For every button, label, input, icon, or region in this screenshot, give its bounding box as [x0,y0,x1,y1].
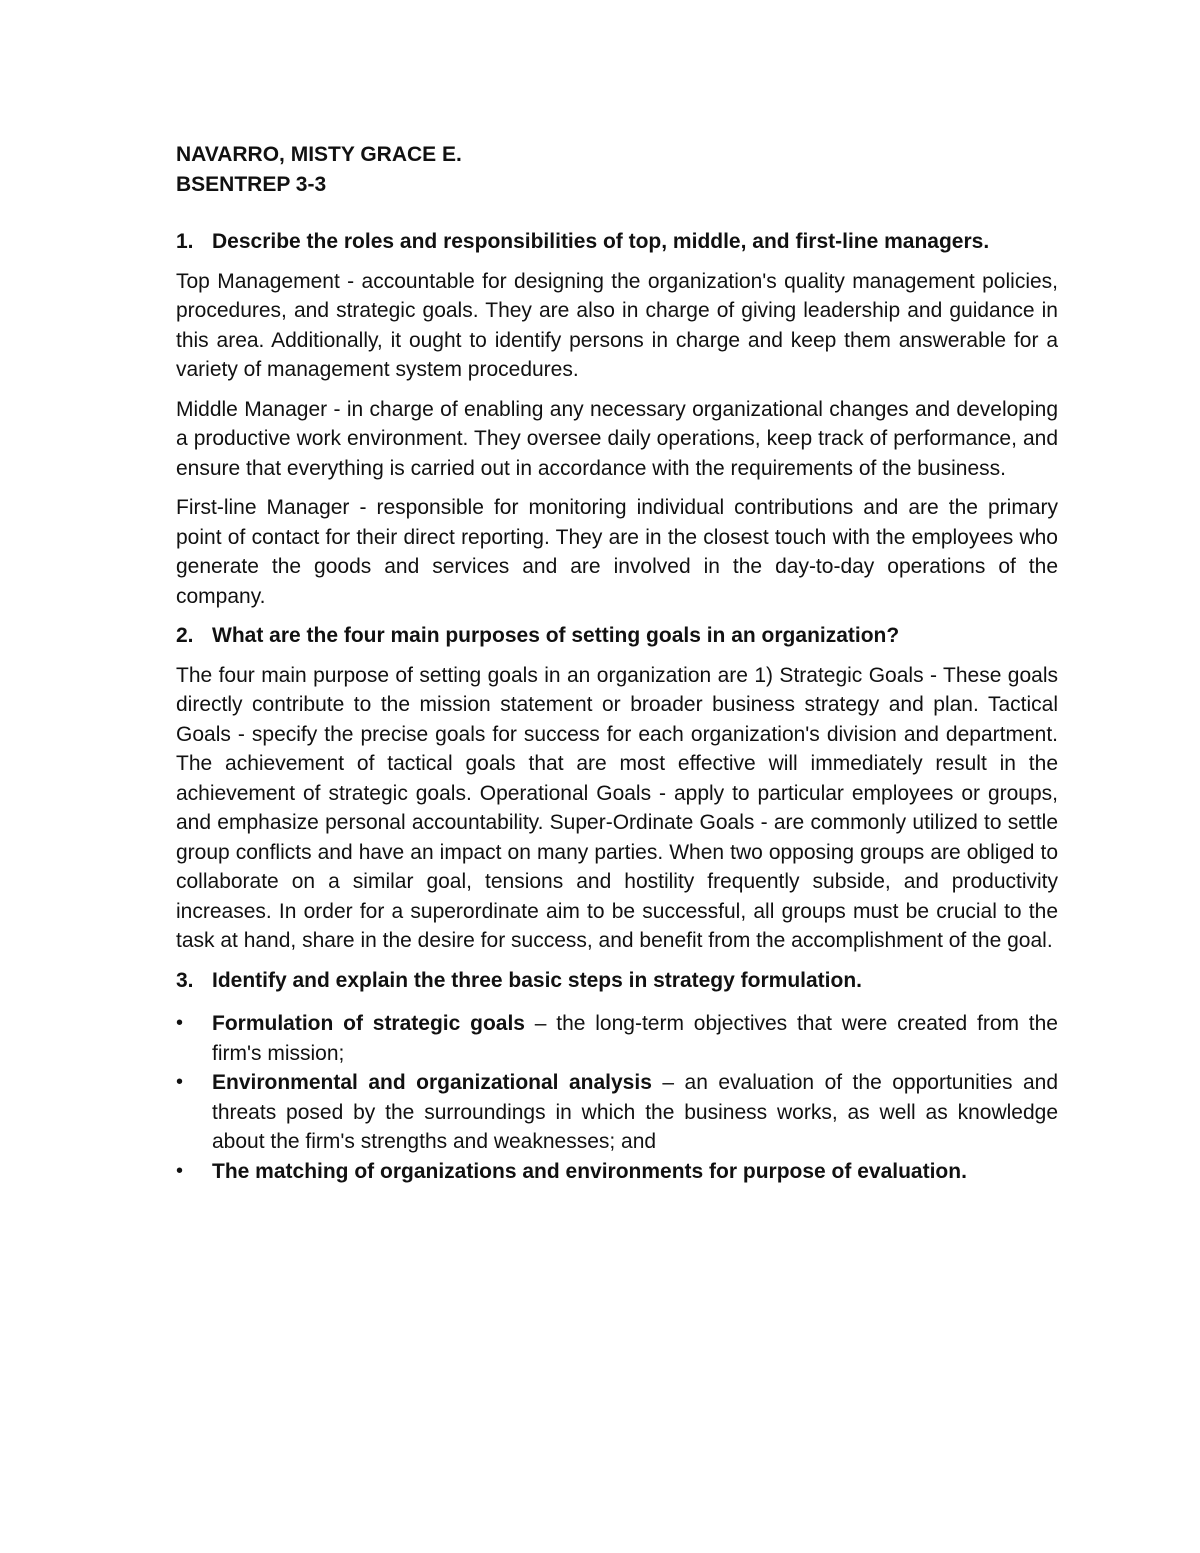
list-item-term: Environmental and organizational analysis [212,1071,652,1094]
list-item [176,1157,1058,1187]
answer-paragraph: First-line Manager - responsible for monitoring individual contributions and are the primary point of contact for their direct reporting. They are in the closest touch with the employees who generate the goods and services and are involved in the day-to-day operations of the company. [176,496,1058,608]
list-item-desc: – the long-term objectives that were created from the firm's mission; [212,1012,1058,1065]
list-item [176,1009,1058,1068]
question-number: 2. [176,624,194,647]
answer-paragraph: Top Management - accountable for designing the organization's quality management policies, procedures, and strategic goals. They are also in charge of giving leadership and guidance in this area. Additionally, it ought to identify persons in charge and keep them answerable for a variety of management system procedures. [176,269,1058,381]
question-2 [176,621,1058,651]
header-spacer [176,199,1058,227]
bullet-icon: • [176,1159,184,1182]
list-item-term: The matching of organizations and environments for purpose of evaluation. [212,1159,967,1183]
list-item-desc: – an evaluation of the opportunities and threats posed by the surroundings in which the business works, as well as knowledge about the firm's strengths and weaknesses; and [212,1071,1058,1153]
question-number: 3. [176,968,194,992]
question-text: Describe the roles and responsibilities of top, middle, and first-line managers. [212,230,990,253]
list-item-term: Formulation of strategic goals [212,1012,525,1035]
bullet-icon: • [176,1012,184,1034]
answer-paragraph: Middle Manager - in charge of enabling any necessary organizational changes and developing a productive work environment. They oversee daily operations, keep track of performance, and ensure that everything is carried out in accordance with the requirements of the business. [176,397,1058,480]
question-text: What are the four main purposes of setting goals in an organization? [212,624,900,647]
list-item-text [212,1009,1058,1068]
document-page [176,140,1058,1186]
list-item-text [212,1068,1058,1157]
question-text: Identify and explain the three basic steps in strategy formulation. [212,968,862,992]
student-section: BSENTREP 3-3 [176,172,327,196]
strategy-steps-list [176,1009,1058,1186]
list-item [176,1068,1058,1157]
list-item-text [212,1157,1058,1187]
bullet-icon: • [176,1071,184,1093]
question-number: 1. [176,230,194,253]
question-1 [176,227,1058,257]
student-name: NAVARRO, MISTY GRACE E. [176,143,462,166]
answer-paragraph: The four main purpose of setting goals in an organization are 1) Strategic Goals - These goals directly contribute to the mission statement or broader business strategy and plan. Tactical Goals - specify the precise goals for success for each organization's division and department. The achievement of tactical goals that are most effective will immediately result in the achievement of strategic goals. Operational Goals - apply to particular employees or groups, and emphasize personal accountability. Super-Ordinate Goals - are commonly utilized to settle group conflicts and have an impact on many parties. When two opposing groups are obliged to collaborate on a similar goal, tensions and hostility frequently subside, and productivity increases. In order for a superordinate aim to be successful, all groups must be crucial to the task at hand, share in the desire for success, and benefit from the accomplishment of the goal. [176,663,1058,952]
question-3 [176,966,1058,996]
